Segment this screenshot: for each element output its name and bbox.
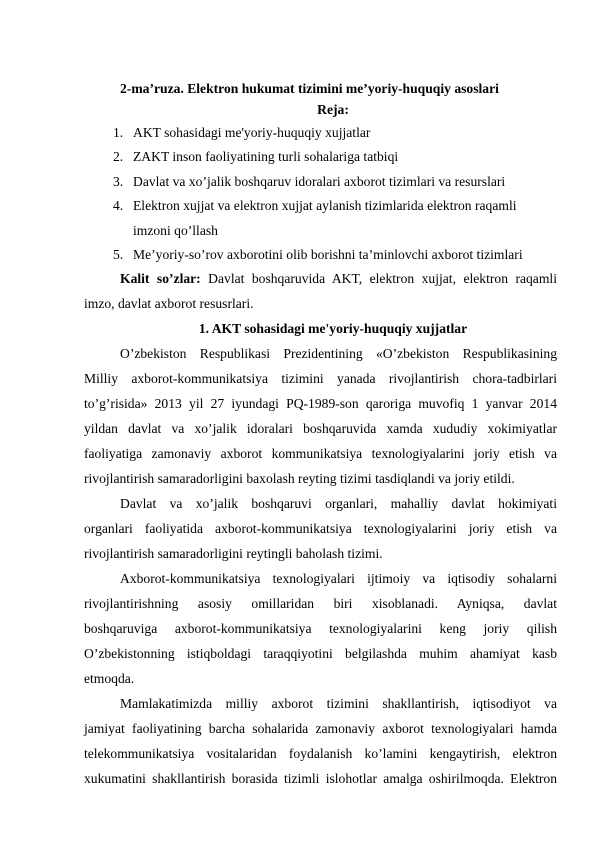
paragraph-line: rivojlantirishning asosiy omillaridan biri xisoblanadi. Ayniqsa, davlat [84,596,557,611]
paragraph-line: faoliyatiga zamonaviy axborot kommunikatsiya texnologiyalarini joriy etish va [84,446,557,461]
plan-item-text: AKT sohasidagi me'yoriy-huquqiy xujjatlar [133,125,371,140]
plan-item [113,174,505,190]
plan-item-number: 1. [113,125,124,140]
plan-item-number: 4. [113,198,124,213]
plan-item [113,247,523,263]
paragraph-line: rivojlantirish samaradorligini baxolash reyting tizimi tasdiqlandi va joriy etildi. [84,471,515,486]
plan-item [113,125,370,141]
keywords-label: Kalit so’zlar: [120,271,201,286]
plan-item [113,198,517,214]
keywords-line: imzo, davlat axborot resusrlari. [84,296,254,311]
plan-item-text: imzoni qo’llash [133,223,218,238]
plan-item-number: 5. [113,247,124,262]
plan-item [113,149,398,165]
keywords-line [120,271,557,287]
paragraph-line: Davlat va xo’jalik boshqaruvi organlari, mahalliy davlat hokimiyati [120,496,557,511]
plan-label: Reja: [317,102,349,117]
paragraph-line: Milliy axborot-kommunikatsiya tizimini yanada rivojlantirish chora-tadbirlari [84,371,557,386]
plan-item-text: Me’yoriy-so’rov axborotini olib borishni ta’minlovchi axborot tizimlari [133,247,523,262]
plan-item [113,223,218,239]
paragraph-line: rivojlantirish samaradorligini reytingli baholash tizimi. [84,546,383,561]
plan-item-text: ZAKT inson faoliyatining turli sohalariga tatbiqi [133,149,399,164]
section-heading: 1. AKT sohasidagi me'yoriy-huquqiy xujjatlar [198,321,468,336]
plan-item-number: 3. [113,174,124,189]
paragraph-line: xukumatini shakllantirish borasida tizimli islohotlar amalga oshirilmoqda. Elektron [84,771,557,786]
paragraph-line: Mamlakatimizda milliy axborot tizimini shakllantirish, iqtisodiyot va [120,696,557,711]
paragraph-line: Axborot-kommunikatsiya texnologiyalari ijtimoiy va iqtisodiy sohalarni [120,571,557,586]
lecture-title: 2-ma’ruza. Elektron hukumat tizimini me’yoriy-huquqiy asoslari [120,81,499,96]
paragraph-line: jamiyat faoliyatining barcha sohalarida zamonaviy axborot texnologiyalari hamda [84,721,557,736]
plan-item-text: Davlat va xo’jalik boshqaruv idoralari axborot tizimlari va resurslari [133,174,506,189]
paragraph-line: yildan davlat va xo’jalik idoralari boshqaruvida xamda xududiy xokimiyatlar [84,421,557,436]
paragraph-line: etmoqda. [84,671,135,686]
plan-item-number: 2. [113,149,124,164]
paragraph-line: organlari faoliyatida axborot-kommunikatsiya texnologiyalarini joriy etish va [84,521,557,536]
paragraph-line: to’g’risida» 2013 yil 27 iyundagi PQ-1989-son qaroriga muvofiq 1 yanvar 2014 [84,396,557,411]
paragraph-line: O’zbekistonning istiqboldagi taraqqiyotini belgilashda muhim ahamiyat kasb [84,646,557,661]
keywords-text: Davlat boshqaruvida AKT, elektron xujjat, elektron raqamli [208,271,557,286]
plan-item-text: Elektron xujjat va elektron xujjat aylanish tizimlarida elektron raqamli [133,198,517,213]
paragraph-line: boshqaruviga axborot-kommunikatsiya texnologiyalarini keng joriy qilish [84,621,557,636]
paragraph-line: O’zbekiston Respublikasi Prezidentining «O’zbekiston Respublikasining [120,346,557,361]
paragraph-line: telekommunikatsiya vositalaridan foydalanish ko’lamini kengaytirish, elektron [84,746,557,761]
